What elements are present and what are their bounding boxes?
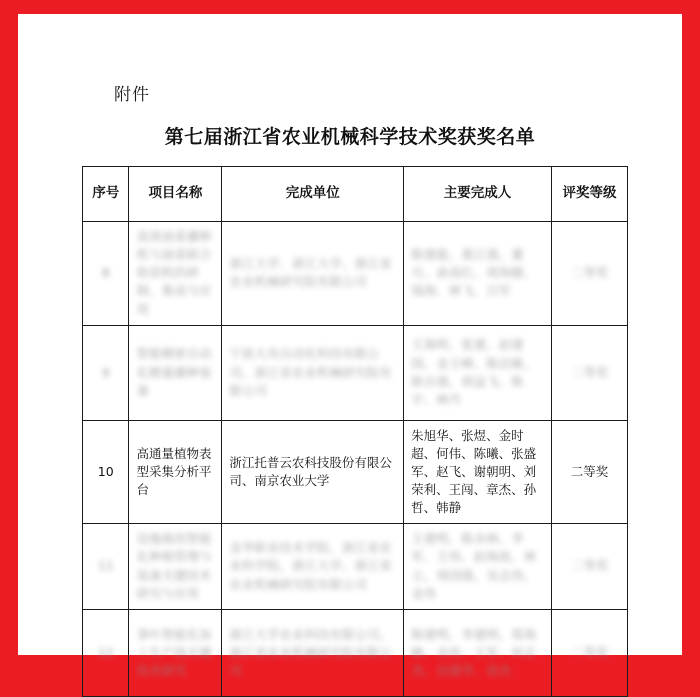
table-row (83, 420, 628, 524)
document-page (18, 14, 682, 678)
cell-no: 11 (83, 524, 129, 610)
column-header-unit: 完成单位 (222, 167, 404, 222)
table-row (83, 524, 628, 610)
cell-unit: 浙江大学、浙江大学、浙江省农业机械研究院有限公司 (222, 222, 404, 326)
cell-grade: 二等奖 (551, 524, 627, 610)
column-header-project: 项目名称 (129, 167, 222, 222)
cell-no: 9 (83, 325, 129, 420)
cell-no: 12 (83, 609, 129, 696)
cell-no: 8 (83, 222, 129, 326)
cell-grade: 二等奖 (551, 325, 627, 420)
cell-unit: 浙江大学农业科技有限公司、浙江省农业机械研究院有限公司 (222, 609, 404, 696)
column-header-grade: 评奖等级 (551, 167, 627, 222)
cell-unit: 金华职业技术学院、浙江省农业科学院、浙江大学、浙江省农业机械研究院有限公司 (222, 524, 404, 610)
attachment-label: 附件 (114, 85, 150, 105)
award-list-table (82, 166, 628, 697)
table-row (83, 609, 628, 696)
cell-people: 王海明、张建、赵建国、金王峰、陈洁敏、陈自强、胡益飞、陈宇、林丹 (404, 325, 552, 420)
cell-grade: 二等奖 (551, 222, 627, 326)
cell-project: 智能精密自动化精量播种装备 (129, 325, 222, 420)
cell-people: 陈建能、葛江强、董月、俞高红、周海健、钱海、林飞、吕军 (404, 222, 552, 326)
table-header-row (83, 167, 628, 222)
cell-unit: 宁波大央自动化科技有限公司、浙江省农业机械研究院有限公司 (222, 325, 404, 420)
cell-unit: 浙江托普云农科技股份有限公司、南京农业大学 (222, 420, 404, 524)
column-header-people: 主要完成人 (404, 167, 552, 222)
cell-project: 茶叶智能化加工生产线关键技术研究 (129, 609, 222, 696)
cell-project: 高通量植物表型采集分析平台 (129, 420, 222, 524)
cell-people: 王建明、陈余林、李军、王伟、赵海波、林立、周国强、吴志伟、金伟 (404, 524, 552, 610)
column-header-no: 序号 (83, 167, 129, 222)
table-row (83, 325, 628, 420)
page-title: 第七届浙江省农业机械科学技术奖获奖名单 (164, 126, 536, 148)
cell-grade: 二等奖 (551, 420, 627, 524)
table-row (83, 222, 628, 326)
cell-grade: 二等奖 (551, 609, 627, 696)
cell-no: 10 (83, 420, 129, 524)
cell-project: 高效油菜播种机与油菜联合收获机的研制、集成与应用 (129, 222, 222, 326)
cell-people: 陈建明、李建明、郑海峰、余伟、王军、何志杰、吴建华、徐杰 (404, 609, 552, 696)
cell-project: 设施栽培智能化种植管理与装备关键技术研究与应用 (129, 524, 222, 610)
cell-people: 朱旭华、张煜、金时超、何伟、陈曦、张盛军、赵飞、谢朝明、刘荣利、王闯、章杰、孙哲、韩静 (404, 420, 552, 524)
